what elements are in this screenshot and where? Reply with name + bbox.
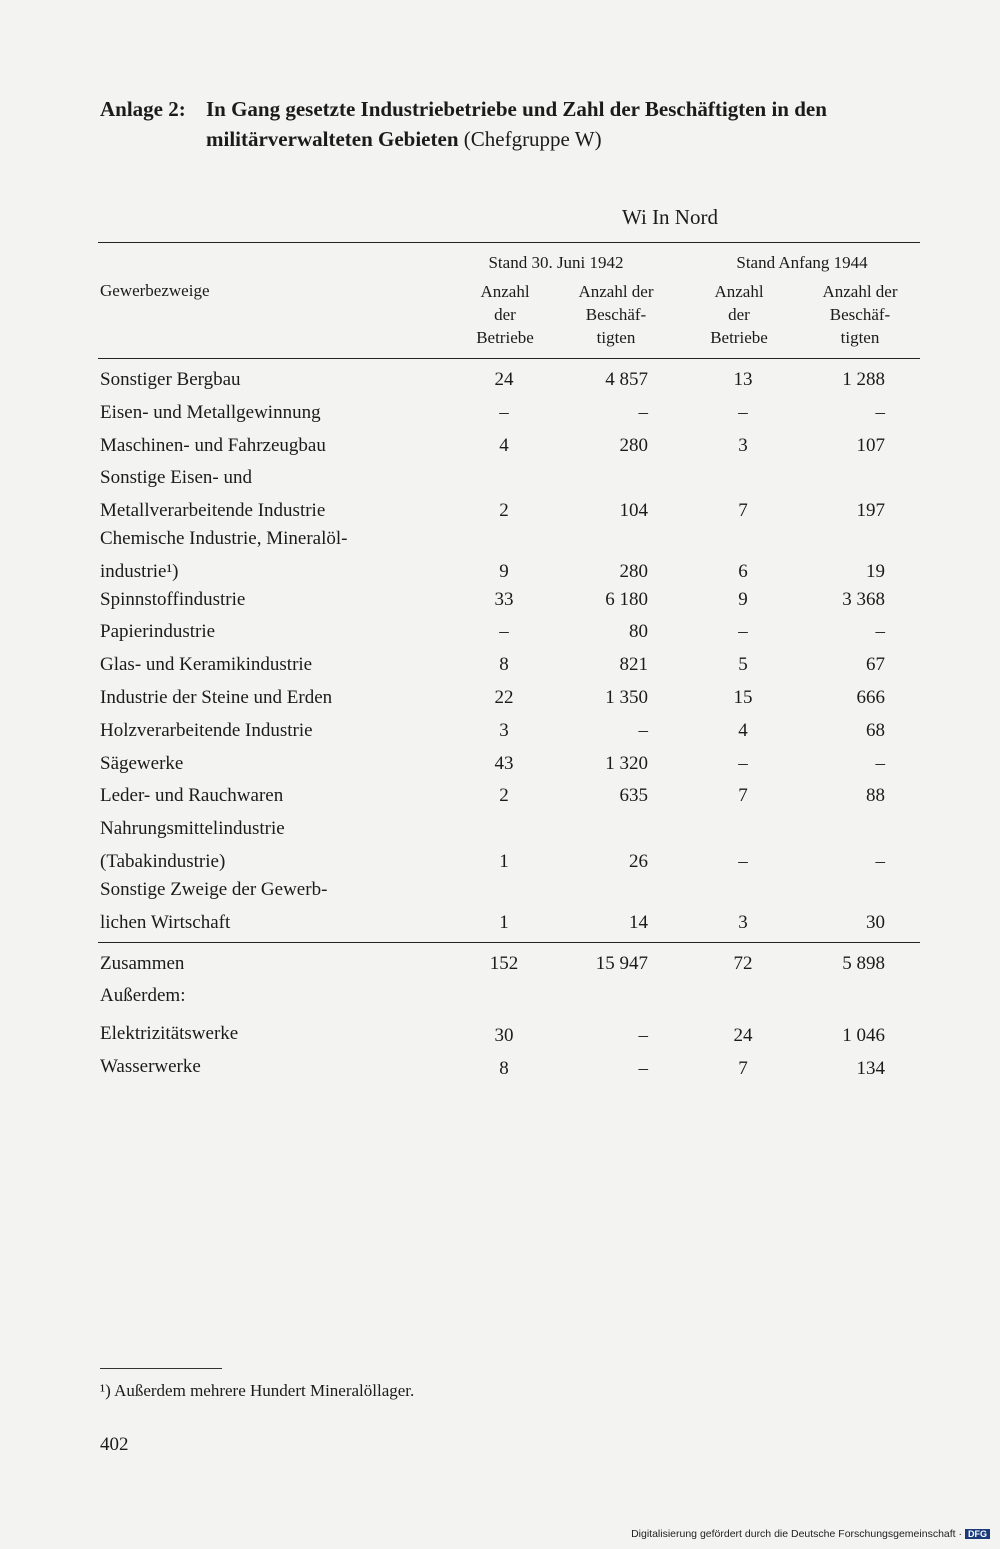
region-label: Wi In Nord (622, 205, 718, 229)
row-value: 3 368 (842, 588, 885, 610)
row-value: – (875, 851, 885, 872)
row-value: 7 (738, 1058, 748, 1079)
row-value: – (738, 401, 748, 423)
row-value: – (499, 401, 509, 423)
row-label: Eisen- und Metallgewinnung (100, 401, 321, 423)
row-value: 13 (733, 369, 753, 390)
row-value: 1 (499, 911, 509, 933)
row-value: 4 (499, 434, 509, 456)
column-header-beschaeftigte-1942 (560, 280, 672, 349)
row-value: 9 (499, 560, 509, 582)
column-header-beschaeftigte-1944 (804, 280, 916, 349)
header-line: Anzahl der (578, 282, 654, 301)
row-value: 24 (494, 369, 514, 390)
row-label: Holzverarbeitende Industrie (100, 719, 313, 741)
row-value: 1 (499, 851, 509, 872)
table-top-rule (98, 242, 920, 243)
row-label: Elektrizitätswerke (100, 1023, 239, 1044)
row-value: 88 (866, 785, 885, 807)
row-value: – (499, 621, 509, 643)
row-label: Leder- und Rauchwaren (100, 785, 284, 807)
total-value: 15 947 (595, 953, 648, 974)
row-value: – (638, 1025, 648, 1046)
row-value: 33 (494, 588, 514, 610)
row-value: 1 320 (605, 752, 648, 774)
title-normal: (Chefgruppe W) (458, 127, 602, 151)
row-label: Sonstige Eisen- und (100, 467, 252, 489)
row-value: 2 (499, 785, 509, 807)
row-label: Glas- und Keramikindustrie (100, 654, 313, 676)
row-value: 22 (494, 687, 514, 708)
row-value: 3 (738, 434, 748, 456)
row-value: 635 (619, 785, 648, 807)
row-value: 2 (499, 500, 509, 522)
total-rule (98, 942, 920, 943)
total-value: 5 898 (842, 953, 885, 974)
row-label: (Tabakindustrie) (100, 851, 226, 872)
row-value: – (875, 752, 885, 774)
row-value: 8 (499, 654, 509, 676)
header-line: tigten (596, 328, 636, 347)
row-value: – (738, 851, 748, 872)
row-value: – (638, 719, 648, 741)
row-value: 15 (733, 687, 753, 708)
group-header-1944: Stand Anfang 1944 (736, 253, 868, 272)
extra-section-label: Außerdem: (100, 985, 186, 1006)
row-value: 43 (494, 752, 514, 774)
row-label: Metallverarbeitende Industrie (100, 500, 326, 522)
row-label: lichen Wirtschaft (100, 911, 231, 933)
row-value: 7 (738, 500, 748, 522)
row-label: Industrie der Steine und Erden (100, 687, 333, 708)
row-value: 197 (856, 500, 885, 522)
row-value: 4 (738, 719, 748, 741)
row-value: 6 (738, 560, 748, 582)
sector-column-header: Gewerbezweige (100, 281, 210, 300)
row-value: 104 (619, 500, 648, 522)
row-value: 3 (738, 911, 748, 933)
column-header-betriebe-1944 (684, 280, 794, 349)
row-label: Maschinen- und Fahrzeugbau (100, 434, 326, 456)
row-value: 19 (866, 560, 885, 582)
row-value: 1 046 (842, 1025, 885, 1046)
row-value: 3 (499, 719, 509, 741)
row-value: 14 (629, 911, 648, 933)
row-value: 5 (738, 654, 748, 676)
footnote: ¹) Außerdem mehrere Hundert Mineralöllager. (100, 1381, 415, 1400)
row-value: 67 (866, 654, 885, 676)
appendix-title (206, 94, 930, 154)
row-value: – (875, 401, 885, 423)
row-label: Nahrungsmittelindustrie (100, 818, 285, 840)
total-value: 152 (489, 953, 519, 974)
row-value: – (738, 621, 748, 643)
row-value: 9 (738, 588, 748, 610)
header-line: Anzahl (714, 282, 764, 301)
row-value: 280 (619, 560, 648, 582)
row-value: 1 350 (605, 687, 648, 708)
row-label: Sonstiger Bergbau (100, 369, 241, 390)
row-label: Papierindustrie (100, 621, 216, 643)
row-value: 666 (856, 687, 885, 708)
header-line: Betriebe (476, 328, 534, 347)
row-value: 821 (619, 654, 648, 676)
row-value: 24 (733, 1025, 753, 1046)
heading (100, 94, 930, 154)
appendix-label: Anlage 2: (100, 97, 186, 121)
row-label: Chemische Industrie, Mineralöl- (100, 528, 348, 549)
page-number: 402 (100, 1434, 129, 1455)
row-value: – (638, 401, 648, 423)
row-value: 134 (856, 1058, 885, 1079)
row-value: 280 (619, 434, 648, 456)
row-value: – (638, 1058, 648, 1079)
row-value: 4 857 (605, 369, 648, 390)
column-header-betriebe-1942 (450, 280, 560, 349)
header-line: tigten (840, 328, 880, 347)
row-label: Wasserwerke (100, 1056, 201, 1077)
row-value: 26 (629, 851, 648, 872)
row-label: Sägewerke (100, 752, 184, 774)
dfg-logo: DFG (965, 1529, 990, 1539)
total-label: Zusammen (100, 953, 185, 974)
row-value: 6 180 (605, 588, 648, 610)
header-line: Anzahl (480, 282, 530, 301)
row-label: Spinnstoffindustrie (100, 588, 246, 610)
row-value: 7 (738, 785, 748, 807)
footnote-rule (100, 1368, 222, 1369)
row-value: 8 (499, 1058, 509, 1079)
total-value: 72 (733, 953, 753, 974)
row-value: 68 (866, 719, 885, 741)
header-line: der (494, 305, 516, 324)
header-line: Betriebe (710, 328, 768, 347)
row-value: 1 288 (842, 369, 885, 390)
row-value: 30 (866, 911, 885, 933)
row-value: 30 (494, 1025, 514, 1046)
header-line: der (728, 305, 750, 324)
header-line: Beschäf- (829, 305, 891, 324)
digitization-credit (631, 1528, 990, 1540)
row-value: 107 (856, 434, 885, 456)
header-bottom-rule (98, 358, 920, 359)
group-header-1942: Stand 30. Juni 1942 (488, 253, 624, 272)
header-line: Beschäf- (585, 305, 647, 324)
header-line: Anzahl der (822, 282, 898, 301)
title-bold: In Gang gesetzte Industriebetriebe und Zahl der Beschäftigten in den militärverwalteten Gebieten (206, 97, 827, 151)
row-label: Sonstige Zweige der Gewerb- (100, 878, 328, 900)
row-label: industrie¹) (100, 560, 179, 582)
row-value: – (738, 752, 748, 774)
credit-text: Digitalisierung gefördert durch die Deutsche Forschungsgemeinschaft · (631, 1528, 962, 1540)
row-value: 80 (629, 621, 648, 643)
row-value: – (875, 621, 885, 643)
